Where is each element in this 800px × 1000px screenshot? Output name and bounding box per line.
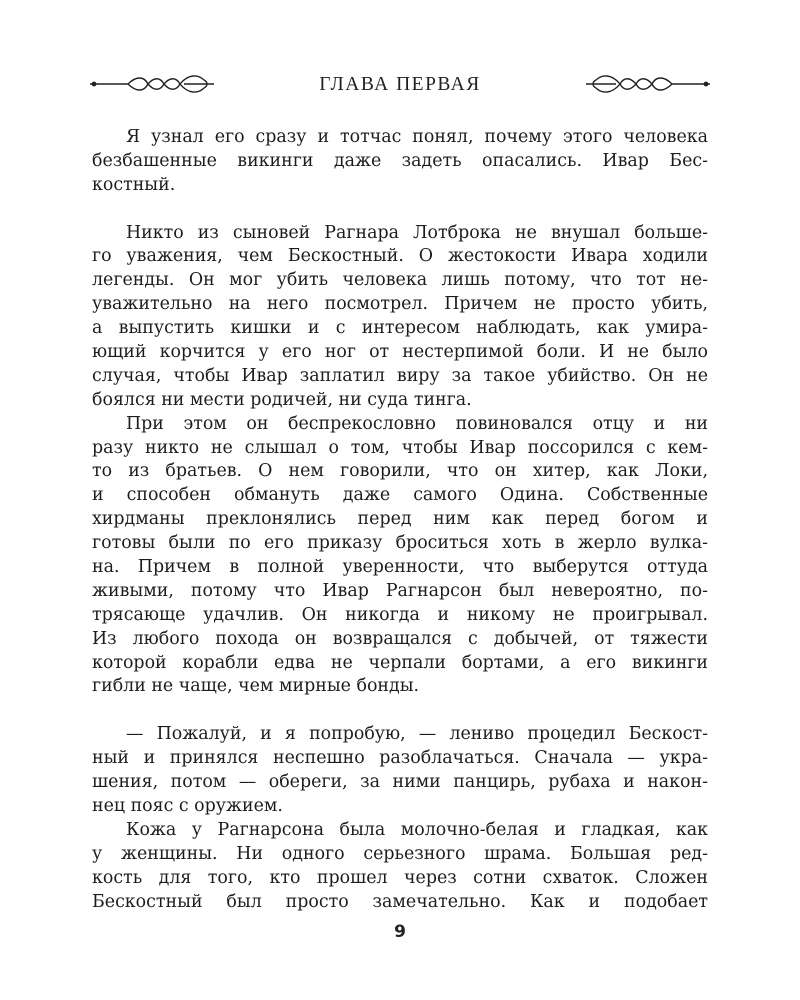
paragraph-1 — [92, 126, 708, 198]
text-line: Бескостный был просто замечательно. Как и подобает — [92, 891, 708, 912]
text-line: боялся ни мести родичей, ни суда тинга. — [92, 389, 472, 410]
text-line: уважительно на него посмотрел. Причем не просто убить, — [92, 294, 708, 315]
text-line: Никто из сыновей Рагнара Лотброка не внушал большe- — [126, 222, 708, 243]
text-line: которой корабли едва не черпали бортами, а его викинги — [92, 652, 708, 673]
text-line: Я узнал его сразу и тотчас понял, почему этого человека — [126, 127, 708, 147]
text-line: шения, потом — обереги, за ними панцирь, рубаха и након- — [92, 772, 708, 793]
text-line: а выпустить кишки и с интересом наблюдать, как умира- — [92, 318, 708, 339]
text-line: легенды. Он мог убить человека лишь потому, что тот не- — [92, 270, 708, 291]
text-line: костный. — [92, 174, 176, 195]
page-number: 9 — [394, 922, 406, 942]
text-line: кость для того, кто прошел через сотни схваток. Сложен — [92, 867, 708, 888]
text-line: ный и принялся неспешно разоблачаться. Сначала — укра- — [92, 748, 708, 769]
text-line: живыми, потому что Ивар Рагнарсон был невероятно, по- — [92, 580, 708, 601]
text-line: то из братьев. О нем говорили, что он хитер, как Локи, — [92, 461, 708, 482]
text-line: При этом он беспрекословно повиновался отцу и ни — [126, 413, 708, 434]
text-line: гибли не чаще, чем мирные бонды. — [92, 676, 420, 697]
chapter-header — [88, 64, 712, 104]
body-text — [92, 126, 708, 914]
paragraph-gap — [92, 699, 708, 723]
paragraph-gap — [92, 198, 708, 222]
text-line: готовы были по его приказу броситься хоть в жерло вулка- — [92, 533, 708, 554]
text-line: на. Причем в полной уверенности, что выберутся оттуда — [92, 557, 708, 578]
text-line: Из любого похода он возвращался с добычей, от тяжести — [92, 628, 708, 649]
text-line: — Пожалуй, и я попробую, — лениво процедил Бескост- — [126, 724, 708, 745]
text-line: го уважения, чем Бескостный. О жестокости Ивара ходили — [92, 246, 708, 267]
paragraph-2 — [92, 222, 708, 413]
text-line: разу никто не слышал о том, чтобы Ивар поссорился с кем- — [92, 437, 708, 458]
text-line: Кожа у Рагнарсона была молочно-белая и гладкая, как — [126, 819, 708, 840]
text-line: трясающе удачлив. Он никогда и никому не проигрывал. — [92, 604, 708, 625]
paragraph-5 — [92, 819, 708, 915]
paragraph-3 — [92, 413, 708, 700]
paragraph-4 — [92, 723, 708, 819]
text-line: случая, чтобы Ивар заплатил виру за такое убийство. Он не — [92, 365, 708, 386]
text-line: у женщины. Ни одного серьезного шрама. Большая ред- — [92, 843, 708, 864]
text-line: ющий корчится у его ног от нестерпимой боли. И не было — [92, 342, 708, 363]
chapter-title: ГЛАВА ПЕРВАЯ — [319, 74, 481, 95]
text-line: хирдманы преклонялись перед ним как перед богом и — [92, 509, 708, 530]
text-line: безбашенные викинги даже задеть опасались. Ивар Бес- — [92, 150, 708, 171]
text-line: нец пояс с оружием. — [92, 795, 283, 816]
right-ornament-icon — [584, 72, 712, 96]
text-line: и способен обмануть даже самого Одина. Собственные — [92, 485, 708, 506]
